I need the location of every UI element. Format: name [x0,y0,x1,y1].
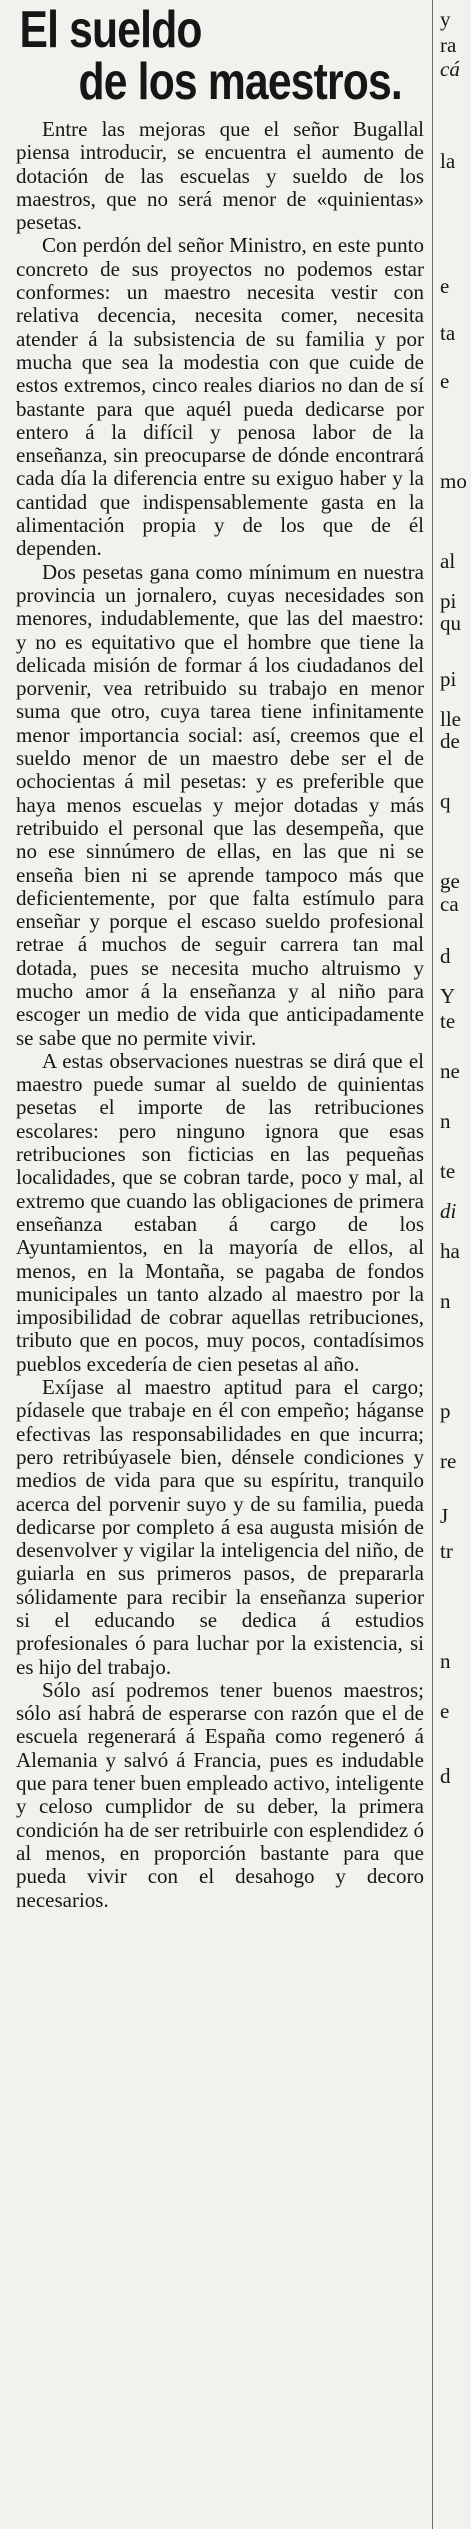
article-paragraph: Sólo así podremos tener buenos maestros; sólo así habrá de esperarse con razón que el de escuela regenerará á España como regeneró á Alemania y salvó á Francia, pues es indudable que para tener buen empleado activo, inteligente y celoso cumplidor de su deber, la primera condición ha de ser retribuirle con esplendidez ó al menos, en proporción bastante para que pueda vivir con el desahogo y decoro necesarios. [16,1677,424,1912]
fragment: te [440,1009,456,1033]
article-paragraph: Dos pesetas gana como mínimum en nuestra provincia un jornalero, cuyas necesidades son menores, indudablemente, que las del maestro: y no es equitativo que el hombre que tiene la delicada misión de formar á los ciudadanos del porvenir, vea retribuido su trabajo en menor suma que otro, cuya tarea tiene infinitamente menor importancia social: así, creemos que el sueldo menor de un maestro debe ser el de ochocientas á mil pesetas: y es preferible que haya menos escuelas y mejor dotadas y más retribuido el personal que las desempeña, que no ese sinnúmero de ellas, en las que ni se enseña bien ni se aprende tampoco más que deficientemente, por que falta estímulo para enseñar y porque el escaso sueldo profesional retrae á muchos de seguir carrera tan mal dotada, pues se necesita mucho altruismo y mucho amor á la enseñanza y al niño para escoger un medio de vida que anticipadamente se sabe que no permite vivir. [16,559,424,1050]
fragment: d [440,944,451,968]
fragment: e [440,1699,450,1723]
fragment: lle [440,707,461,731]
fragment: ra [440,33,457,57]
adjacent-column-fragments [440,0,471,2529]
article-body [8,118,426,1912]
fragment: ca [440,892,459,916]
fragment: ta [440,321,456,345]
headline-line-2: de los maestros. [78,53,402,111]
article-headline [8,0,402,111]
fragment: pi [440,589,457,613]
fragment: di [440,1199,457,1223]
fragment: mo [440,469,467,493]
fragment: ha [440,1239,460,1263]
fragment: e [440,369,450,393]
fragment: n [440,1649,451,1673]
fragment: cá [440,57,460,81]
fragment: ne [440,1059,460,1083]
headline-line-1: El sueldo [19,1,202,59]
fragment: e [440,274,450,298]
column-divider [432,0,433,2529]
fragment: tr [440,1539,453,1563]
fragment: q [440,789,451,813]
article-column [8,0,426,2529]
fragment: y [440,7,451,31]
article-paragraph: Entre las mejoras que el señor Bugallal piensa introducir, se encuentra el aumento de dotación de las escuelas y sueldo de los maestros, que no será menor de «quinientas» pesetas. [16,117,424,235]
fragment: re [440,1449,457,1473]
fragment: pi [440,667,457,691]
fragment: qu [440,611,461,635]
fragment: d [440,1764,451,1788]
fragment: te [440,1159,456,1183]
article-paragraph: Con perdón del señor Ministro, en este punto concreto de sus proyectos no podemos estar conformes: un maestro necesita vestir con relativa decencia, necesita comer, necesita atender á la subsistencia de su familia y por mucha que sea la modestia con que cuide de estos extremos, cinco reales diarios no dan de sí bastante para que aquél pueda dedicarse por entero á la difícil y penosa labor de la enseñanza, sin preocuparse de dónde encontrará cada día la diferencia entre su exiguo haber y la cantidad que indispensablemente gasta en la alimentación propia y de los que de él dependen. [16,233,424,561]
fragment: ge [440,869,460,893]
fragment: Y [440,984,456,1008]
fragment: al [440,549,456,573]
fragment: la [440,149,456,173]
fragment: de [440,729,460,753]
fragment: n [440,1289,451,1313]
article-paragraph: A estas observaciones nuestras se dirá que el maestro puede sumar al sueldo de quinientas pesetas el importe de las retribuciones escolares: pero ninguno ignora que esas retribuciones son ficticias en las pequeñas localidades, que se cobran tarde, poco y mal, al extremo que cuando las obligaciones de primera enseñanza estaban á cargo de los Ayuntamientos, en la mayoría de ellos, al menos, en la Montaña, se pagaba de fondos municipales un tanto alzado al maestro por la imposibilidad de cobrar aquellas retribuciones, tributo que en pocos, muy pocos, contadísimos pueblos excedería de cien pesetas al año. [16,1048,424,1376]
article-paragraph: Exíjase al maestro aptitud para el cargo; pídasele que trabaje en él con empeño; háganse efectivas las responsabilidades en que incurra; pero retribúyasele bien, dénsele condiciones y medios de vida para que su espíritu, tranquilo acerca del porvenir suyo y de su familia, pueda dedicarse por completo á esa augusta misión de desenvolver y vigilar la inteligencia del niño, de guiarla en sus primeros pasos, de prepararla sólidamente para recibir la enseñanza superior si el educando se dedica á estudios profesionales ó para luchar por la existencia, si es hijo del trabajo. [16,1375,424,1679]
fragment: n [440,1109,451,1133]
fragment: p [440,1399,451,1423]
fragment: J [440,1504,449,1528]
